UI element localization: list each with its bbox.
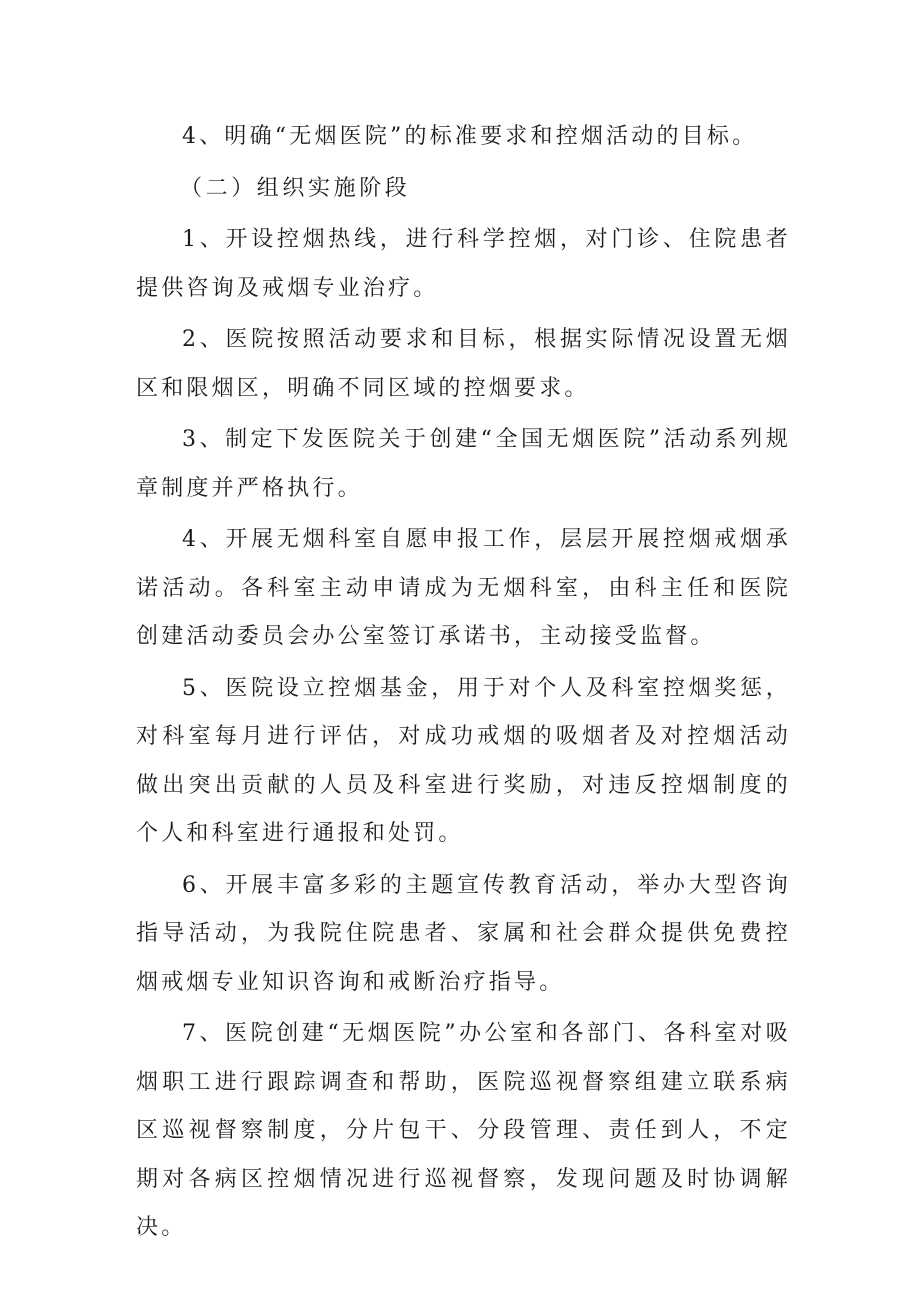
paragraph-item-4-goal: 4、明确“无烟医院”的标准要求和控烟活动的目标。 — [182, 124, 758, 149]
paragraph-item-3-regulations: 3、制定下发医院关于创建“全国无烟医院”活动系列规章制度并严格执行。 — [136, 427, 791, 501]
paragraph-item-1-hotline: 1、开设控烟热线，进行科学控烟，对门诊、住院患者提供咨询及戒烟专业治疗。 — [136, 227, 791, 301]
paragraph-item-5-fund: 5、医院设立控烟基金，用于对个人及科室控烟奖惩，对科室每月进行评估，对成功戒烟的吸烟者及对控烟活动做出突出贡献的人员及科室进行奖励，对违反控烟制度的个人和科室进行通报和处罚。 — [136, 675, 791, 846]
document-body — [136, 113, 791, 1253]
paragraph-item-2-zones: 2、医院按照活动要求和目标，根据实际情况设置无烟区和限烟区，明确不同区域的控烟要求。 — [136, 327, 791, 401]
paragraph-item-4-declaration: 4、开展无烟科室自愿申报工作，层层开展控烟戒烟承诺活动。各科室主动申请成为无烟科室，由科主任和医院创建活动委员会办公室签订承诺书，主动接受监督。 — [136, 527, 791, 649]
paragraph-item-6-publicity: 6、开展丰富多彩的主题宣传教育活动，举办大型咨询指导活动，为我院住院患者、家属和社会群众提供免费控烟戒烟专业知识咨询和戒断治疗指导。 — [136, 872, 791, 995]
paragraph-item-7-inspection: 7、医院创建“无烟医院”办公室和各部门、各科室对吸烟职工进行跟踪调查和帮助，医院巡视督察组建立联系病区巡视督察制度，分片包干、分段管理、责任到人，不定期对各病区控烟情况进行巡视督察，发现问题及时协调解决。 — [136, 1021, 791, 1240]
section-heading-implementation: （二）组织实施阶段 — [180, 175, 411, 201]
